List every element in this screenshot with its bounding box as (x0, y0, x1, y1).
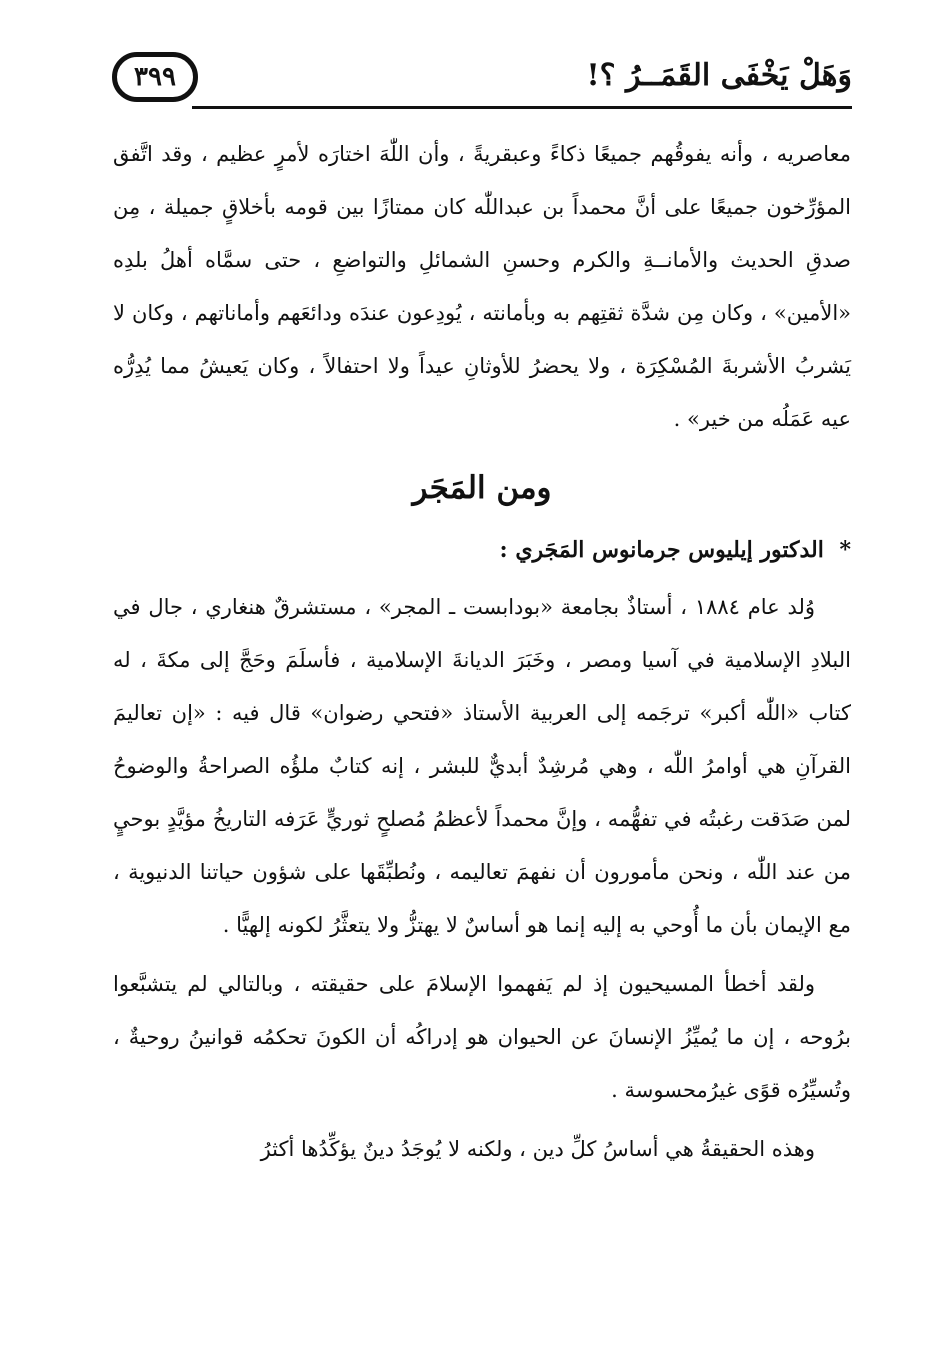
page-number-badge (112, 52, 198, 102)
subheading-text: الدكتور إيليوس جرمانوس المَجَري : (499, 537, 824, 563)
paragraph-3: ولقد أخطأ المسيحيون إذ لم يَفهموا الإسلامَ على حقيقته ، وبالتالي لم يتشبَّعوا برُوحه ، إن ما يُميِّزُ الإنسانَ عن الحيوان هو إدراكُه أن الكونَ تحكمُه قوانينُ روحيةٌ ، وتُسيِّرُه قوًى غيرُمحسوسة . (113, 972, 851, 1102)
header-rule (192, 106, 852, 109)
page-header (112, 52, 852, 116)
subheading (113, 524, 851, 577)
section-heading: ومن المَجَر (412, 470, 552, 506)
asterisk-bullet-icon: * (839, 537, 851, 563)
paragraph-2: وُلد عام ١٨٨٤ ، أستاذٌ بجامعة «بودابست ـ المجر» ، مستشرقٌ هنغاري ، جال في البلادِ الإسلامية في آسيا ومصر ، وخَبَرَ الديانةَ الإسلامية ، فأسلَمَ وحَجَّ إلى مكةَ ، له كتاب «اللّٰه أكبر» ترجَمه إلى العربية الأستاذ «فتحي رضوان» قال فيه : «إن تعاليمَ القرآنِ هي أوامرُ اللّٰه ، وهي مُرشِدٌ أبديٌّ للبشر ، إنه كتابٌ ملؤُه الصراحةُ والوضوحُ لمن صَدَقت رغبتُه في تفهُّمه ، وإنَّ محمداً لأعظمُ مُصلحٍ ثوريٍّ عَرَفه التاريخُ مؤيَّدٍ بوحيٍ من عند اللّٰه ، ونحن مأمورون أن نفهمَ تعاليمه ، ونُطبِّقَها على شؤون حياتنا الدنيوية ، مع الإيمان بأن ما أُوحي به إليه إنما هو أساسٌ لا يهتزُّ ولا يتعثَّرُ لكونه إلهيًّا . (113, 595, 851, 937)
paragraph-1: معاصريه ، وأنه يفوقُهم جميعًا ذكاءً وعبقريةً ، وأن اللّٰهَ اختارَه لأمرٍ عظيم ، وقد اتَّفق المؤرِّخون جميعًا على أنَّ محمداً بن عبداللّٰه كان ممتازًا بين قومه بأخلاقٍ جميلة ، مِن صدقِ الحديث والأمانــةِ والكرم وحسنِ الشمائلِ والتواضعِ ، حتى سمَّاه أهلُ بلدِه «الأمين» ، وكان مِن شدَّة ثقتِهم به وبأمانته ، يُودِعون عندَه ودائعَهم وأماناتهم ، وكان لا يَشربُ الأشربةَ المُسْكِرَة ، ولا يحضرُ للأوثانِ عيداً ولا احتفالاً ، وكان يَعيشُ مما يُدِرُّه عيه عَمَلُه من خير» . (113, 142, 851, 431)
page-body (113, 128, 851, 1176)
paragraph-4: وهذه الحقيقةُ هي أساسُ كلِّ دين ، ولكنه لا يُوجَدُ دينٌ يؤكِّدُها أكثرُ (260, 1137, 815, 1161)
page-number: ٣٩٩ (134, 62, 176, 92)
running-title: وَهَلْ يَخْفَى القَمَــرُ ؟! (586, 58, 852, 93)
